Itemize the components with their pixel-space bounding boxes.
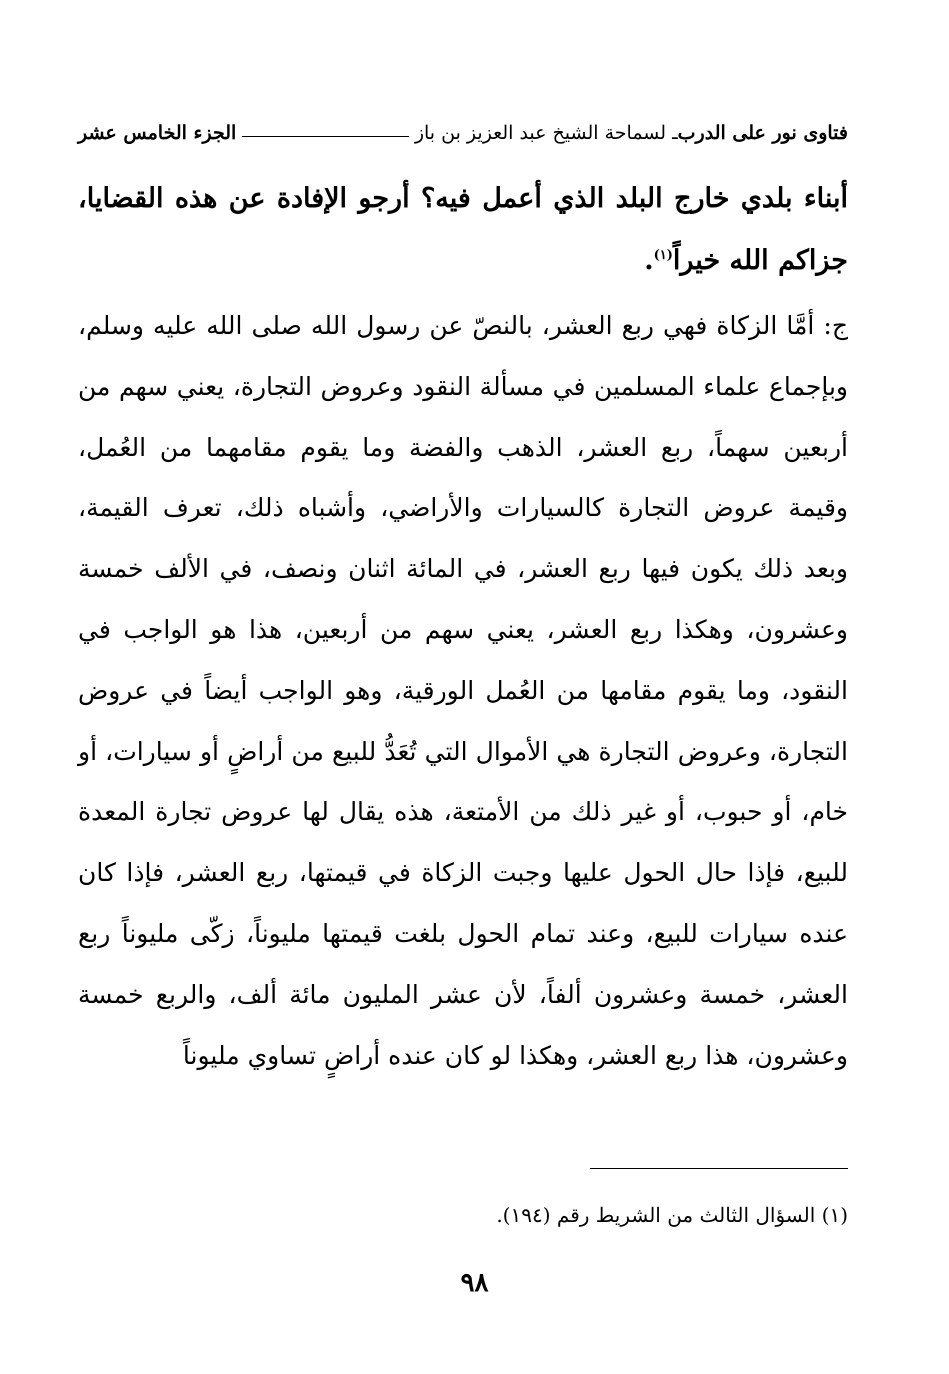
header-part: الجزء الخامس عشر — [78, 122, 237, 144]
answer-text — [78, 296, 848, 1086]
footnote-separator — [590, 1168, 848, 1169]
answer-paragraph: ج: أمَّا الزكاة فهي ربع العشر، بالنصّ عن رسول الله صلى الله عليه وسلم، وبإجماع علماء المسلمين في مسألة النقود وعروض التجارة، يعني سهم من أربعين سهماً، ربع العشر، الذهب والفضة وما يقوم مقامهما من العُمل، وقيمة عروض التجارة كالسيارات والأراضي، وأشباه ذلك، تعرف القيمة، وبعد ذلك يكون فيها ربع العشر، في المائة اثنان ونصف، في الألف خمسة وعشرون، وهكذا ربع العشر، يعني سهم من أربعين، هذا هو الواجب في النقود، وما يقوم مقامها من العُمل الورقية، وهو الواجب أيضاً في عروض التجارة، وعروض التجارة هي الأموال التي تُعَدُّ للبيع من أراضٍ أو سيارات، أو خام، أو حبوب، أو غير ذلك من الأمتعة، هذه يقال لها عروض تجارة المعدة للبيع، فإذا حال الحول عليها وجبت الزكاة في قيمتها، ربع العشر، فإذا كان عنده سيارات للبيع، وعند تمام الحول بلغت قيمتها مليوناً، زكّى مليوناً ربع العشر، خمسة وعشرون ألفاً، لأن عشر المليون مائة ألف، والربع خمسة وعشرون، هذا ربع العشر، وهكذا لو كان عنده أراضٍ تساوي مليوناً — [78, 311, 848, 1070]
footnote-reference: (١) — [653, 248, 673, 263]
question-body: أبناء بلدي خارج البلد الذي أعمل فيه؟ أرجو الإفادة عن هذه القضايا، جزاكم الله خيراً — [78, 183, 848, 276]
footnote: (١) السؤال الثالث من الشريط رقم (١٩٤). — [496, 1203, 848, 1227]
running-header — [78, 104, 848, 144]
header-author: ـ لسماحة الشيخ عبد العزيز بن باز — [414, 122, 678, 144]
header-rule — [242, 136, 409, 137]
question-end: . — [644, 245, 654, 276]
header-book-title: فتاوى نور على الدرب — [677, 122, 848, 144]
page-number: ٩٨ — [460, 1268, 489, 1298]
question-text — [78, 168, 848, 292]
